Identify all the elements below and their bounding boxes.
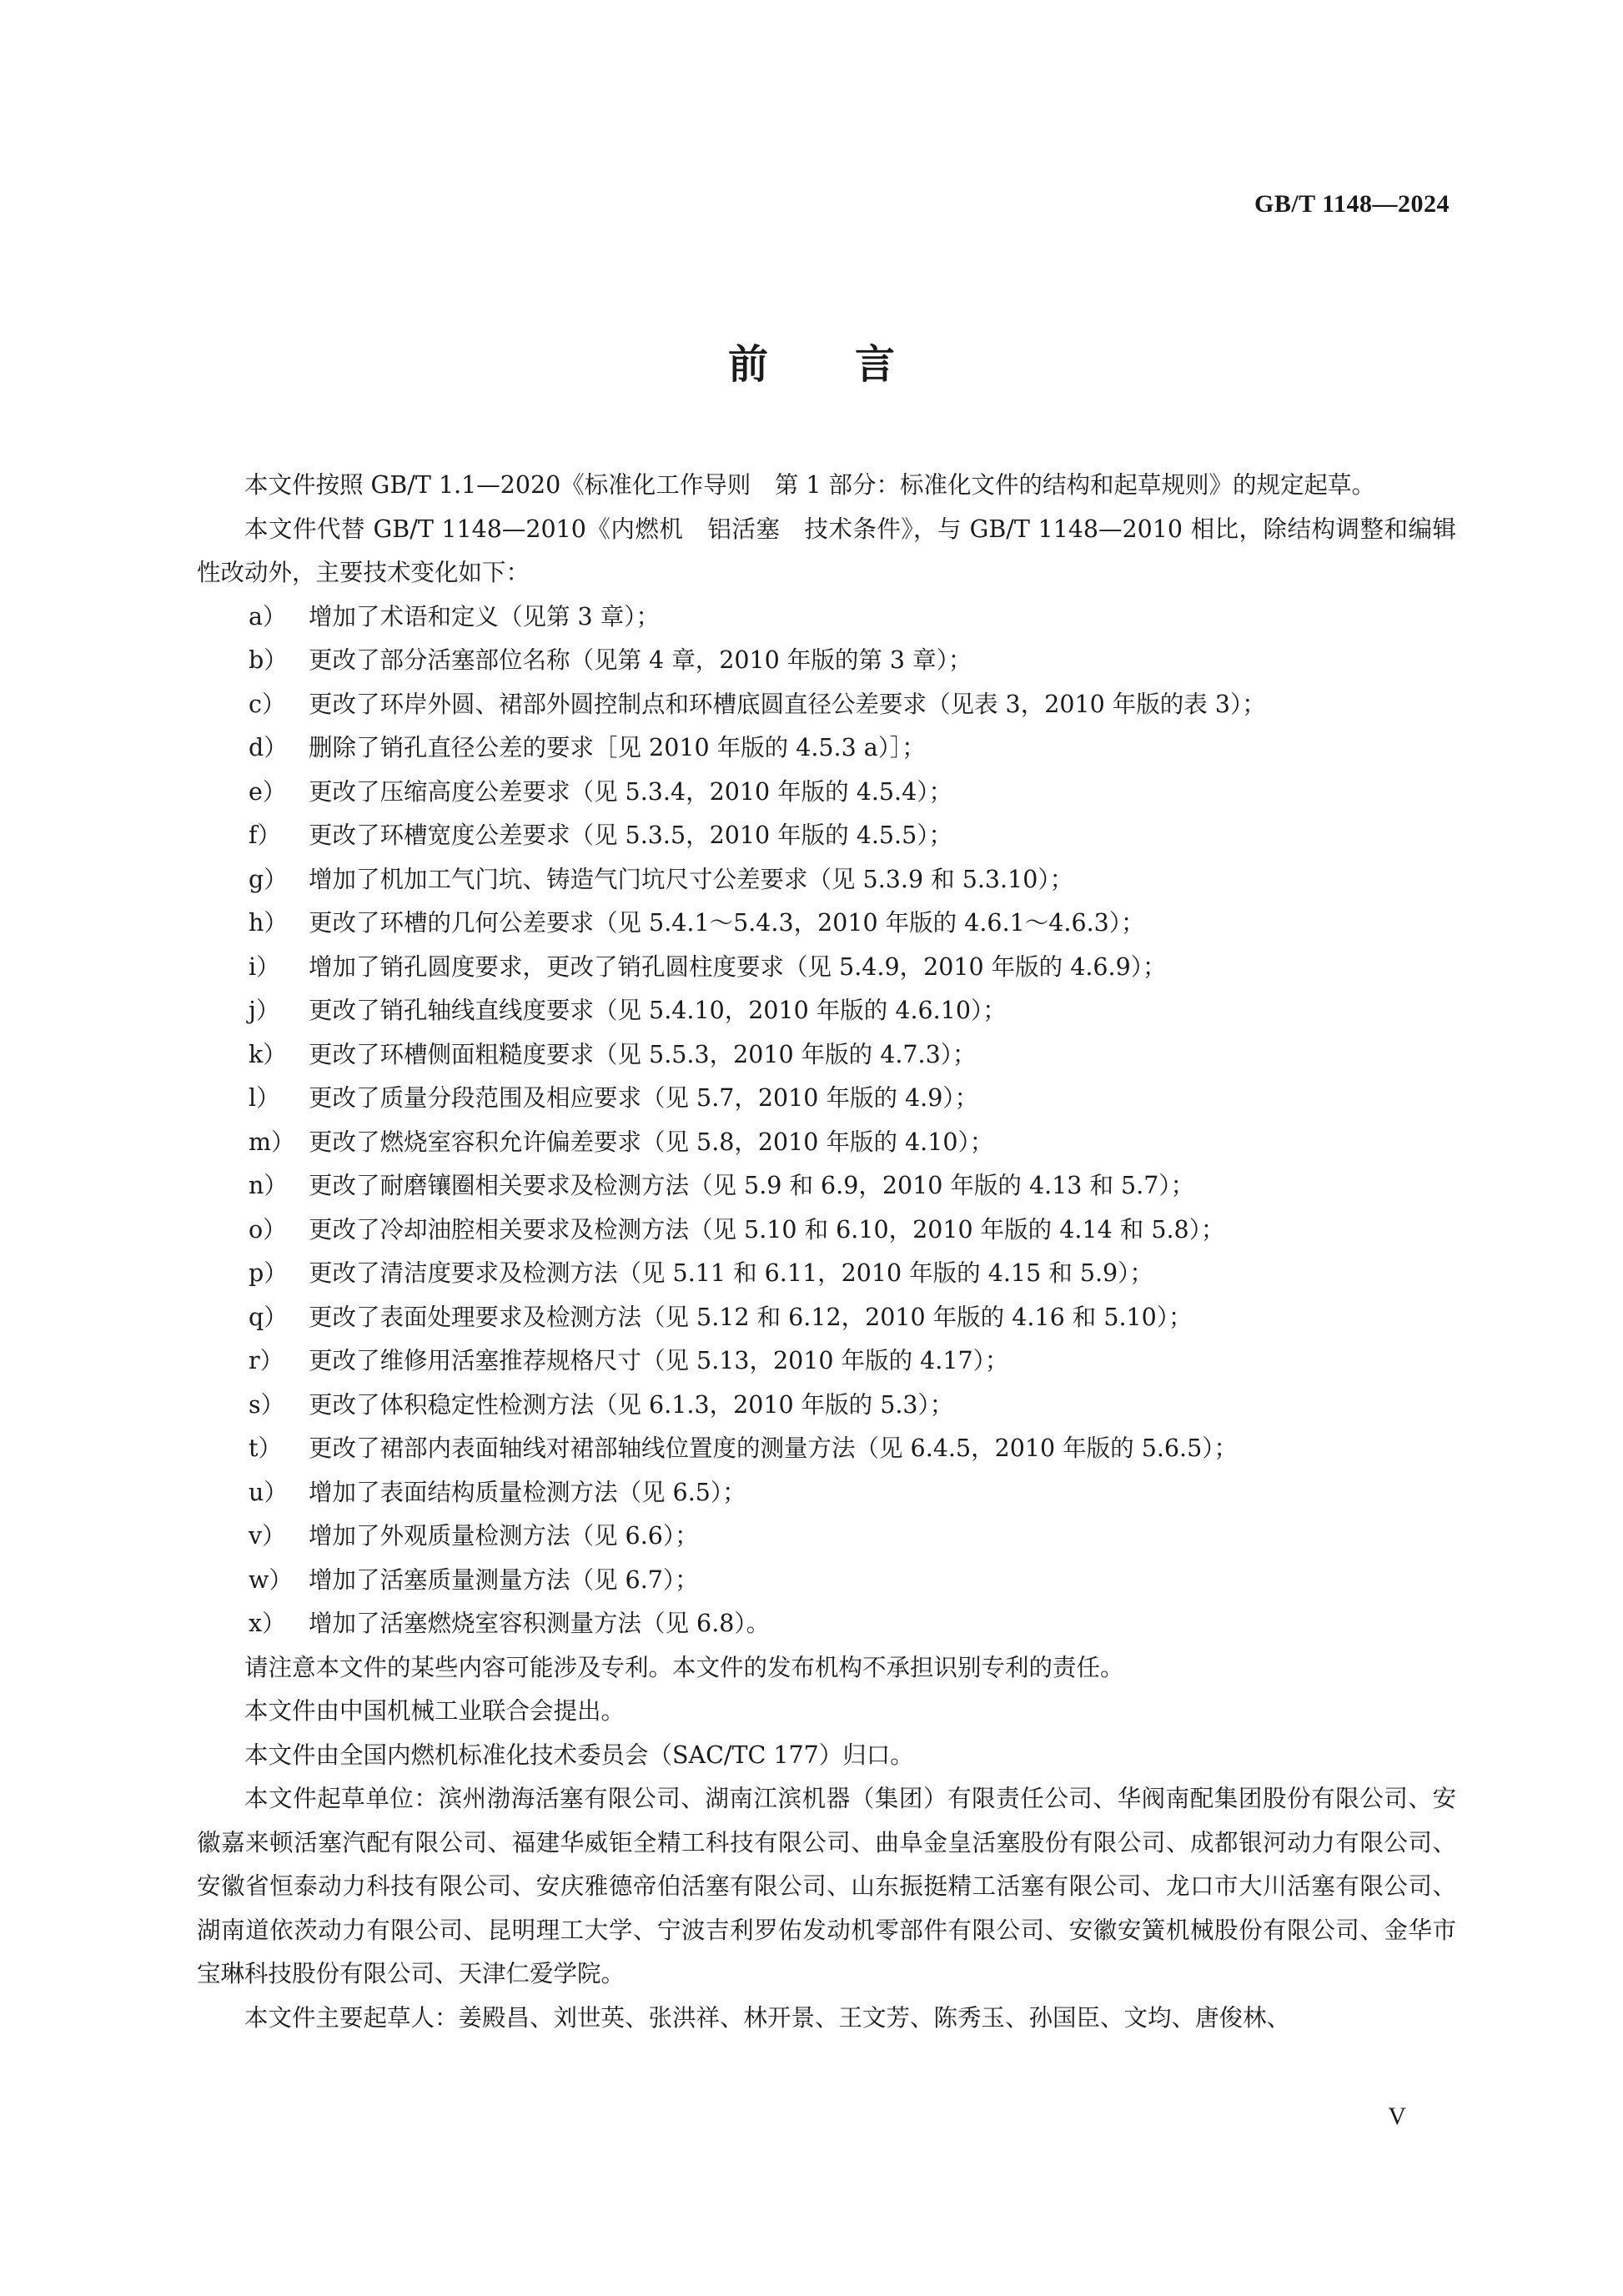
closing-paragraphs [197, 1646, 1456, 2041]
list-item-marker: o） [249, 1215, 287, 1243]
list-item [197, 1471, 1456, 1515]
list-item [197, 1164, 1456, 1208]
list-item-text: 增加了销孔圆度要求，更改了销孔圆柱度要求（见 5.4.9，2010 年版的 4.6.9）； [309, 952, 1167, 981]
list-item-marker: j） [249, 997, 280, 1024]
list-item-text: 更改了环岸外圆、裙部外圆控制点和环槽底圆直径公差要求（见表 3，2010 年版的表 3）； [309, 690, 1266, 718]
list-item [197, 771, 1456, 815]
list-item [197, 858, 1456, 902]
paragraph: 本文件代替 GB/T 1148—2010《内燃机 铝活塞 技术条件》，与 GB/T 1148—2010 相比，除结构调整和编辑性改动外，主要技术变化如下： [197, 515, 1456, 586]
list-item-marker: q） [249, 1303, 288, 1331]
list-item-marker: d） [249, 734, 288, 761]
list-item [197, 726, 1456, 771]
list-item-text: 更改了质量分段范围及相应要求（见 5.7，2010 年版的 4.9）； [309, 1084, 979, 1112]
list-item-marker: w） [249, 1565, 293, 1594]
list-item-marker: f） [249, 821, 282, 849]
list-item [197, 1602, 1456, 1646]
list-item-marker: g） [249, 865, 288, 893]
list-item-text: 更改了销孔轴线直线度要求（见 5.4.10，2010 年版的 4.6.10）； [309, 997, 1007, 1024]
list-item-text: 删除了销孔直径公差的要求［见 2010 年版的 4.5.3 a）］； [309, 734, 926, 761]
list-item [197, 1296, 1456, 1340]
list-item-marker: e） [249, 777, 287, 806]
standard-code: GB/T 1148—2024 [1254, 190, 1450, 218]
paragraph: 本文件由全国内燃机标准化技术委员会（SAC/TC 177）归口。 [244, 1741, 914, 1769]
list-item-text: 增加了活塞燃烧室容积测量方法（见 6.8）。 [309, 1610, 771, 1637]
list-item-marker: p） [249, 1259, 288, 1287]
list-item-text: 更改了裙部内表面轴线对裙部轴线位置度的测量方法（见 6.4.5，2010 年版的 5.6.5）； [309, 1434, 1238, 1462]
list-item-text: 更改了燃烧室容积允许偏差要求（见 5.8，2010 年版的 4.10）； [309, 1128, 994, 1156]
list-item-marker: a） [249, 602, 287, 631]
list-item-text: 更改了部分活塞部位名称（见第 4 章，2010 年版的第 3 章）； [309, 646, 972, 674]
page-number: V [1388, 2103, 1406, 2130]
list-item [197, 814, 1456, 858]
technical-changes-list [197, 595, 1456, 1646]
list-item-text: 更改了维修用活塞推荐规格尺寸（见 5.13，2010 年版的 4.17）； [309, 1347, 1009, 1374]
document-body [197, 464, 1456, 2040]
list-item-text: 更改了环槽的几何公差要求（见 5.4.1～5.4.3，2010 年版的 4.6.1～4.6.3）； [309, 909, 1145, 937]
list-item-text: 增加了活塞质量测量方法（见 6.7）； [309, 1565, 699, 1594]
list-item [197, 902, 1456, 946]
list-item-marker: u） [249, 1478, 288, 1506]
list-item [197, 1515, 1456, 1559]
list-item-marker: v） [249, 1522, 286, 1550]
list-item-marker: b） [249, 646, 288, 674]
list-item-text: 增加了表面结构质量检测方法（见 6.5）； [309, 1478, 746, 1506]
list-item-marker: h） [249, 909, 288, 937]
list-item-marker: m） [249, 1128, 295, 1156]
list-item-text: 更改了体积稳定性检测方法（见 6.1.3，2010 年版的 5.3）； [309, 1390, 954, 1419]
paragraph: 本文件由中国机械工业联合会提出。 [244, 1697, 626, 1725]
list-item-text: 更改了环槽侧面粗糙度要求（见 5.5.3，2010 年版的 4.7.3）； [309, 1040, 977, 1068]
page-title: 前言 [727, 341, 982, 388]
paragraph: 请注意本文件的某些内容可能涉及专利。本文件的发布机构不承担识别专利的责任。 [244, 1653, 1124, 1681]
list-item-text: 增加了术语和定义（见第 3 章）； [309, 602, 661, 631]
list-item-text: 更改了耐磨镶圈相关要求及检测方法（见 5.9 和 6.9，2010 年版的 4.13 和 5.7）； [309, 1172, 1195, 1199]
list-item-text: 更改了冷却油腔相关要求及检测方法（见 5.10 和 6.10，2010 年版的 4.14 和 5.8）； [309, 1215, 1225, 1243]
list-item-text: 更改了表面处理要求及检测方法（见 5.12 和 6.12，2010 年版的 4.16 和 5.10）； [309, 1303, 1193, 1331]
list-item [197, 946, 1456, 990]
list-item [197, 1252, 1456, 1296]
list-item-marker: x） [249, 1610, 286, 1637]
list-item [197, 1208, 1456, 1253]
list-item [197, 1077, 1456, 1121]
list-item-marker: k） [249, 1040, 287, 1068]
list-item [197, 1384, 1456, 1428]
list-item [197, 1121, 1456, 1165]
list-item-marker: r） [249, 1347, 284, 1374]
list-item-marker: n） [249, 1172, 288, 1199]
list-item-text: 更改了压缩高度公差要求（见 5.3.4，2010 年版的 4.5.4）； [309, 777, 952, 806]
list-item-text: 更改了环槽宽度公差要求（见 5.3.5，2010 年版的 4.5.5）； [309, 821, 952, 849]
list-item [197, 639, 1456, 683]
paragraph: 本文件起草单位：滨州渤海活塞有限公司、湖南江滨机器（集团）有限责任公司、华阀南配集团股份有限公司、安徽嘉来顿活塞汽配有限公司、福建华威钜全精工科技有限公司、曲阜金皇活塞股份有限公司、成都银河动力有限公司、安徽省恒泰动力科技有限公司、安庆雅德帝伯活塞有限公司、山东振挺精工活塞有限公司、龙口市大川活塞有限公司、湖南道依茨动力有限公司、昆明理工大学、宁波吉利罗佑发动机零部件有限公司、安徽安簧机械股份有限公司、金华市宝琳科技股份有限公司、天津仁爱学院。 [197, 1785, 1456, 1987]
intro-paragraphs [197, 464, 1456, 595]
list-item [197, 989, 1456, 1033]
list-item [197, 1559, 1456, 1603]
list-item [197, 683, 1456, 727]
list-item-marker: t） [249, 1434, 282, 1462]
list-item-marker: i） [249, 952, 280, 981]
list-item-marker: l） [249, 1084, 280, 1112]
list-item-marker: s） [249, 1390, 285, 1419]
list-item [197, 1427, 1456, 1471]
paragraph: 本文件主要起草人：姜殿昌、刘世英、张洪祥、林开景、王文芳、陈秀玉、孙国臣、文均、唐俊林、 [244, 2003, 1291, 2032]
list-item-text: 增加了机加工气门坑、铸造气门坑尺寸公差要求（见 5.3.9 和 5.3.10）； [309, 865, 1074, 893]
list-item [197, 595, 1456, 640]
list-item-text: 增加了外观质量检测方法（见 6.6）； [309, 1522, 699, 1550]
list-item [197, 1339, 1456, 1384]
list-item-text: 更改了清洁度要求及检测方法（见 5.11 和 6.11，2010 年版的 4.15 和 5.9）； [309, 1259, 1153, 1287]
list-item [197, 1033, 1456, 1078]
list-item-marker: c） [249, 690, 286, 718]
paragraph: 本文件按照 GB/T 1.1—2020《标准化工作导则 第 1 部分：标准化文件的结构和起草规则》的规定起草。 [244, 471, 1376, 499]
